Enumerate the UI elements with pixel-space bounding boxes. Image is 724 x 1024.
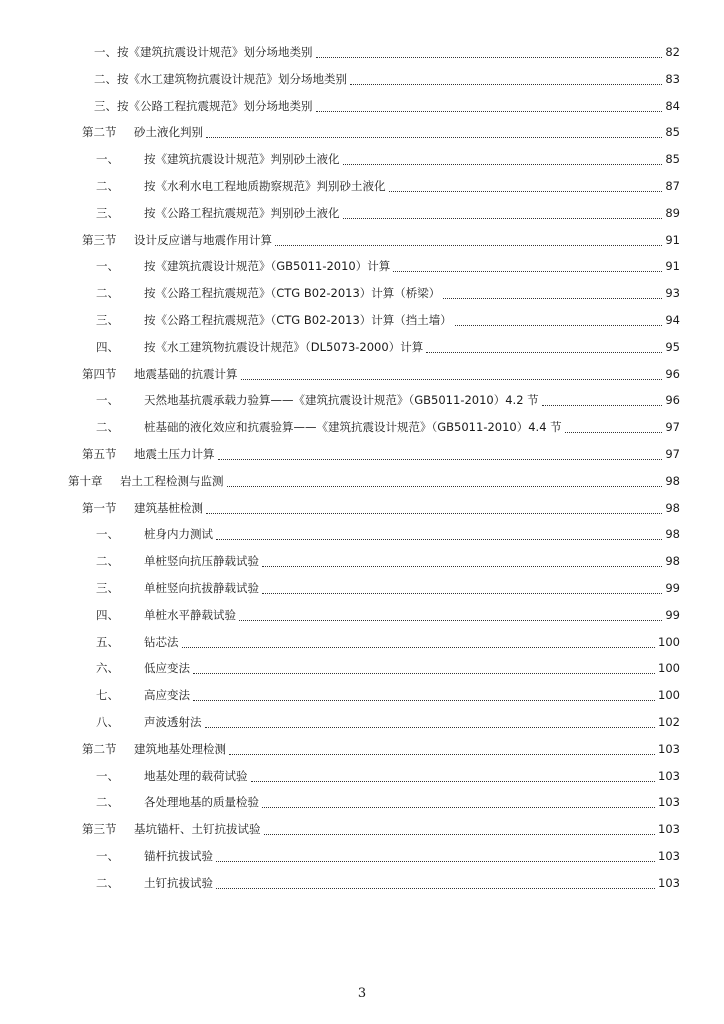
toc-entry-page: 82 — [665, 45, 680, 59]
toc-entry-title: 单桩竖向抗压静载试验 — [144, 554, 259, 568]
toc-entry-number: 第二节 — [82, 742, 117, 756]
toc-entry[interactable] — [0, 96, 724, 116]
toc-entry-title: 地震基础的抗震计算 — [134, 367, 238, 381]
toc-entry-page: 98 — [665, 527, 680, 541]
toc-entry-title: 单桩竖向抗拔静载试验 — [144, 581, 259, 595]
toc-entry-page: 100 — [658, 688, 680, 702]
toc-entry[interactable] — [0, 176, 724, 196]
toc-dot-leader — [205, 717, 655, 728]
toc-entry-number: 第四节 — [82, 367, 117, 381]
toc-entry-title: 砂土液化判别 — [134, 125, 203, 139]
toc-entry-page: 85 — [665, 125, 680, 139]
toc-dot-leader — [393, 261, 662, 272]
toc-dot-leader — [239, 610, 662, 621]
toc-entry-title: 按《建筑抗震设计规范》判别砂土液化 — [144, 152, 340, 166]
toc-entry[interactable] — [0, 498, 724, 518]
toc-dot-leader — [216, 851, 655, 862]
toc-dot-leader — [206, 127, 662, 138]
toc-entry[interactable] — [0, 819, 724, 839]
toc-entry-number: 一、 — [96, 152, 119, 166]
toc-entry-title: 锚杆抗拔试验 — [144, 849, 213, 863]
toc-entry[interactable] — [0, 551, 724, 571]
toc-dot-leader — [343, 208, 662, 219]
toc-entry[interactable] — [0, 632, 724, 652]
toc-entry-title: 一、按《建筑抗震设计规范》划分场地类别 — [94, 45, 313, 59]
toc-dot-leader — [542, 395, 662, 406]
toc-entry-page: 91 — [665, 259, 680, 273]
toc-entry-title: 各处理地基的质量检验 — [144, 795, 259, 809]
toc-entry-page: 103 — [658, 822, 680, 836]
page-number: 3 — [357, 986, 367, 1001]
toc-dot-leader — [316, 101, 662, 112]
toc-entry[interactable] — [0, 873, 724, 893]
toc-entry[interactable] — [0, 364, 724, 384]
toc-entry[interactable] — [0, 739, 724, 759]
toc-entry-number: 二、 — [96, 795, 119, 809]
toc-entry-title: 设计反应谱与地震作用计算 — [134, 233, 272, 247]
toc-entry-number: 二、 — [96, 554, 119, 568]
toc-entry[interactable] — [0, 230, 724, 250]
toc-entry[interactable] — [0, 444, 724, 464]
toc-entry-number: 第五节 — [82, 447, 117, 461]
toc-entry-page: 100 — [658, 635, 680, 649]
toc-dot-leader — [343, 154, 662, 165]
toc-entry-page: 89 — [665, 206, 680, 220]
toc-entry-title: 土钉抗拔试验 — [144, 876, 213, 890]
toc-entry-page: 83 — [665, 72, 680, 86]
toc-entry-page: 96 — [665, 393, 680, 407]
toc-entry-page: 84 — [665, 99, 680, 113]
toc-entry-number: 六、 — [96, 661, 119, 675]
toc-entry[interactable] — [0, 42, 724, 62]
toc-entry-title: 二、按《水工建筑物抗震设计规范》划分场地类别 — [94, 72, 347, 86]
toc-entry-page: 85 — [665, 152, 680, 166]
toc-entry-title: 高应变法 — [144, 688, 190, 702]
toc-entry-title: 声波透射法 — [144, 715, 202, 729]
toc-dot-leader — [216, 878, 655, 889]
toc-entry-page: 98 — [665, 501, 680, 515]
toc-dot-leader — [262, 556, 662, 567]
toc-entry-title: 基坑锚杆、土钉抗拔试验 — [134, 822, 261, 836]
toc-entry[interactable] — [0, 417, 724, 437]
toc-entry-number: 四、 — [96, 608, 119, 622]
toc-entry-page: 98 — [665, 474, 680, 488]
toc-entry-title: 岩土工程检测与监测 — [120, 474, 224, 488]
toc-entry-page: 100 — [658, 661, 680, 675]
toc-entry[interactable] — [0, 524, 724, 544]
toc-dot-leader — [389, 181, 662, 192]
toc-entry-page: 95 — [665, 340, 680, 354]
toc-entry-page: 103 — [658, 742, 680, 756]
toc-entry-title: 桩身内力测试 — [144, 527, 213, 541]
toc-entry-page: 87 — [665, 179, 680, 193]
toc-dot-leader — [316, 47, 662, 58]
toc-dot-leader — [262, 797, 655, 808]
toc-entry[interactable] — [0, 578, 724, 598]
toc-entry-page: 91 — [665, 233, 680, 247]
toc-entry-number: 二、 — [96, 179, 119, 193]
toc-entry-page: 96 — [665, 367, 680, 381]
toc-entry-title: 天然地基抗震承载力验算——《建筑抗震设计规范》（GB5011-2010）4.2 节 — [144, 393, 539, 407]
toc-entry-page: 103 — [658, 795, 680, 809]
toc-entry-number: 二、 — [96, 286, 119, 300]
toc-dot-leader — [216, 529, 662, 540]
toc-entry[interactable] — [0, 310, 724, 330]
toc-entry-number: 第三节 — [82, 233, 117, 247]
toc-entry-title: 钻芯法 — [144, 635, 179, 649]
toc-entry-number: 一、 — [96, 259, 119, 273]
toc-entry[interactable] — [0, 69, 724, 89]
toc-dot-leader — [264, 824, 655, 835]
toc-entry-number: 第二节 — [82, 125, 117, 139]
toc-dot-leader — [218, 449, 662, 460]
toc-dot-leader — [182, 637, 655, 648]
toc-entry-number: 一、 — [96, 849, 119, 863]
toc-entry[interactable] — [0, 685, 724, 705]
toc-entry-title: 按《水利水电工程地质勘察规范》判别砂土液化 — [144, 179, 386, 193]
toc-entry-title: 按《公路工程抗震规范》（CTG B02-2013）计算（挡土墙） — [144, 313, 452, 327]
toc-entry-page: 94 — [665, 313, 680, 327]
toc-entry-number: 四、 — [96, 340, 119, 354]
toc-entry[interactable] — [0, 846, 724, 866]
toc-entry-title: 地基处理的载荷试验 — [144, 769, 248, 783]
toc-entry-page: 99 — [665, 608, 680, 622]
toc-entry[interactable] — [0, 149, 724, 169]
toc-entry-page: 93 — [665, 286, 680, 300]
toc-entry-title: 桩基础的液化效应和抗震验算——《建筑抗震设计规范》（GB5011-2010）4.4 节 — [144, 420, 562, 434]
toc-dot-leader — [443, 288, 662, 299]
toc-dot-leader — [275, 235, 662, 246]
toc-entry-title: 按《公路工程抗震规范》（CTG B02-2013）计算（桥梁） — [144, 286, 441, 300]
toc-entry-title: 三、按《公路工程抗震规范》划分场地类别 — [94, 99, 313, 113]
toc-entry[interactable] — [0, 792, 724, 812]
toc-entry[interactable] — [0, 766, 724, 786]
toc-dot-leader — [262, 583, 662, 594]
toc-dot-leader — [227, 476, 662, 487]
toc-dot-leader — [229, 744, 655, 755]
toc-entry-title: 按《建筑抗震设计规范》（GB5011-2010）计算 — [144, 259, 391, 273]
toc-dot-leader — [426, 342, 662, 353]
toc-entry-page: 103 — [658, 849, 680, 863]
toc-entry-number: 七、 — [96, 688, 119, 702]
toc-entry[interactable] — [0, 203, 724, 223]
toc-entry-page: 99 — [665, 581, 680, 595]
toc-entry-number: 三、 — [96, 581, 119, 595]
toc-entry-title: 单桩水平静载试验 — [144, 608, 236, 622]
toc-entry-number: 三、 — [96, 313, 119, 327]
toc-entry-number: 第三节 — [82, 822, 117, 836]
toc-entry-number: 一、 — [96, 769, 119, 783]
toc-entry-title: 按《水工建筑物抗震设计规范》（DL5073-2000）计算 — [144, 340, 424, 354]
toc-entry-number: 二、 — [96, 420, 119, 434]
toc-entry[interactable] — [0, 605, 724, 625]
toc-dot-leader — [193, 663, 655, 674]
toc-entry[interactable] — [0, 471, 724, 491]
toc-entry[interactable] — [0, 256, 724, 276]
toc-entry[interactable] — [0, 283, 724, 303]
toc-entry-title: 按《公路工程抗震规范》判别砂土液化 — [144, 206, 340, 220]
toc-entry-page: 97 — [665, 447, 680, 461]
toc-dot-leader — [241, 369, 662, 380]
toc-entry-number: 五、 — [96, 635, 119, 649]
toc-entry[interactable] — [0, 122, 724, 142]
toc-entry-number: 一、 — [96, 527, 119, 541]
toc-entry-number: 二、 — [96, 876, 119, 890]
toc-entry-title: 低应变法 — [144, 661, 190, 675]
toc-entry-title: 建筑基桩检测 — [134, 501, 203, 515]
toc-dot-leader — [251, 771, 655, 782]
toc-entry-page: 103 — [658, 769, 680, 783]
toc-entry[interactable] — [0, 390, 724, 410]
toc-entry-number: 第一节 — [82, 501, 117, 515]
toc-entry-number: 八、 — [96, 715, 119, 729]
toc-dot-leader — [455, 315, 662, 326]
toc-entry-title: 建筑地基处理检测 — [134, 742, 226, 756]
toc-entry-number: 三、 — [96, 206, 119, 220]
toc-entry-page: 102 — [658, 715, 680, 729]
toc-entry-page: 103 — [658, 876, 680, 890]
toc-entry[interactable] — [0, 712, 724, 732]
toc-entry-page: 98 — [665, 554, 680, 568]
toc-entry-page: 97 — [665, 420, 680, 434]
toc-entry[interactable] — [0, 337, 724, 357]
toc-dot-leader — [565, 422, 662, 433]
toc-entry-number: 第十章 — [68, 474, 103, 488]
toc-entry-title: 地震土压力计算 — [134, 447, 215, 461]
toc-entry-number: 一、 — [96, 393, 119, 407]
toc-dot-leader — [206, 503, 662, 514]
toc-dot-leader — [193, 690, 655, 701]
toc-entry[interactable] — [0, 658, 724, 678]
toc-dot-leader — [350, 74, 662, 85]
